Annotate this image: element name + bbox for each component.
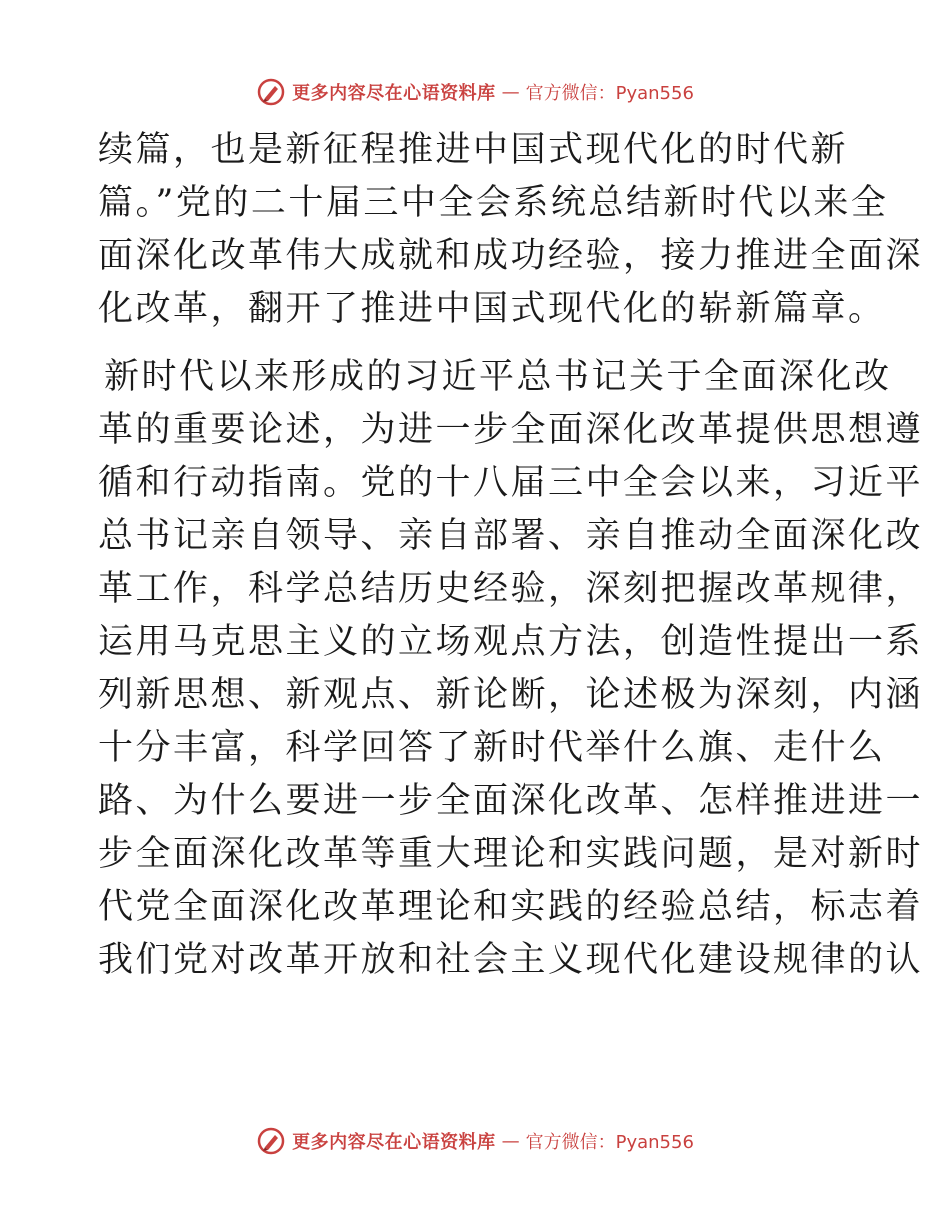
- header-watermark: [0, 72, 950, 112]
- text-line: 续篇，也是新征程推进中国式现代化的时代新: [98, 130, 849, 170]
- text-line: 我们党对改革开放和社会主义现代化建设规律的认: [98, 940, 924, 980]
- watermark-text: 更多内容尽在心语资料库: [292, 83, 496, 104]
- text-line: 革工作，科学总结历史经验，深刻把握改革规律，: [98, 569, 924, 609]
- watermark-text: 更多内容尽在心语资料库: [292, 1132, 496, 1153]
- text-line: 篇。”党的二十届三中全会系统总结新时代以来全: [98, 183, 889, 223]
- watermark-contact: 官方微信：Pyan556: [525, 1132, 694, 1153]
- text-line: 总书记亲自领导、亲自部署、亲自推动全面深化改: [98, 516, 924, 556]
- paragraph-1: [98, 124, 924, 336]
- watermark-separator: —: [501, 81, 520, 103]
- text-line: 步全面深化改革等重大理论和实践问题，是对新时: [98, 834, 924, 874]
- text-line: 路、为什么要进一步全面深化改革、怎样推进进一: [98, 781, 924, 821]
- watermark-contact: 官方微信：Pyan556: [525, 83, 694, 104]
- text-line: 面深化改革伟大成就和成功经验，接力推进全面深: [98, 236, 924, 276]
- pen-circle-logo-icon: [256, 77, 286, 107]
- text-line: 化改革，翻开了推进中国式现代化的崭新篇章。: [98, 289, 886, 329]
- text-line: 列新思想、新观点、新论断，论述极为深刻，内涵: [98, 675, 924, 715]
- text-line: 革的重要论述，为进一步全面深化改革提供思想遵: [98, 410, 924, 450]
- text-line: 新时代以来形成的习近平总书记关于全面深化改: [104, 357, 892, 397]
- watermark-separator: —: [501, 1130, 520, 1152]
- text-line: 代党全面深化改革理论和实践的经验总结，标志着: [98, 887, 924, 927]
- paragraph-2: [98, 351, 924, 987]
- footer-watermark: [0, 1121, 950, 1161]
- text-line: 十分丰富，科学回答了新时代举什么旗、走什么: [98, 728, 886, 768]
- document-body: [98, 124, 924, 987]
- text-line: 运用马克思主义的立场观点方法，创造性提出一系: [98, 622, 924, 662]
- pen-circle-logo-icon: [256, 1126, 286, 1156]
- text-line: 循和行动指南。党的十八届三中全会以来，习近平: [98, 463, 924, 503]
